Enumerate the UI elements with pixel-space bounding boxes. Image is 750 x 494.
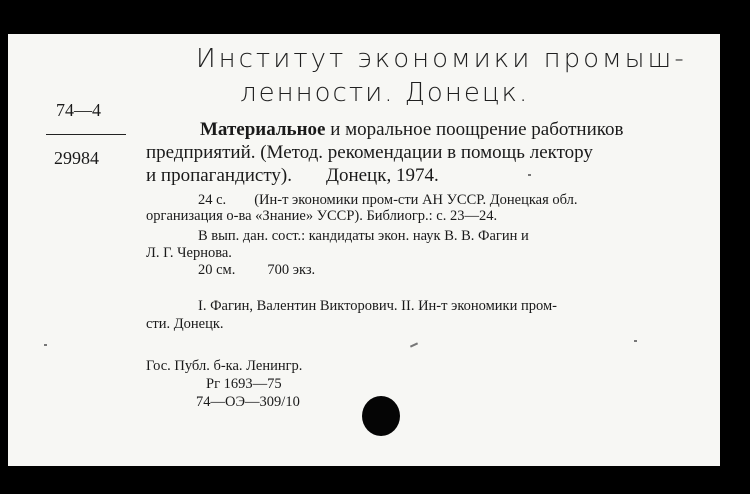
title-line-2: предприятий. (Метод. рекомендации в помощь лектору: [146, 142, 593, 163]
added-entries-line-2: сти. Донецк.: [146, 316, 224, 332]
title-line-1: [200, 119, 623, 141]
print-run: 700 экз.: [267, 262, 316, 278]
pages-publisher-line: [198, 192, 578, 209]
stray-mark: [410, 342, 418, 347]
classification-code: 74—4: [56, 100, 101, 120]
stray-mark: [528, 174, 531, 176]
catalog-card: [8, 34, 720, 466]
publication-place-year: Донецк, 1974.: [325, 165, 439, 186]
classification-divider: [46, 134, 126, 135]
publisher-line-1: (Ин-т экономики пром-сти АН УССР. Донецкая обл.: [254, 192, 578, 208]
added-entries-line-1: I. Фагин, Валентин Викторович. II. Ин-т экономики пром-: [198, 298, 557, 314]
publisher-line-2: организация о-ва «Знание» УССР). Библиогр.: с. 23—24.: [146, 208, 498, 224]
title-line-1-rest: и моральное поощрение работников: [325, 119, 624, 140]
page-count: 24 с.: [198, 192, 227, 208]
compilers-line-2: Л. Г. Чернова.: [146, 245, 232, 261]
title-line-3-start: и пропагандисту).: [146, 165, 292, 186]
handwritten-heading-line2: ленности. Донецк.: [240, 78, 530, 108]
compilers-line-1: В вып. дан. сост.: кандидаты экон. наук В. В. Фагин и: [198, 228, 529, 244]
handwritten-heading-line1: Институт экономики промыш-: [196, 44, 687, 74]
format-size: 20 см.: [198, 262, 236, 278]
title-line-3: [146, 165, 439, 187]
library-code-1: Рг 1693—75: [206, 376, 282, 392]
format-copies-line: [198, 262, 315, 279]
inventory-number: 29984: [54, 148, 99, 168]
library-name: Гос. Публ. б-ка. Ленингр.: [146, 358, 303, 374]
title-bold-word: Материальное: [200, 119, 326, 140]
punch-hole: [362, 396, 400, 436]
stray-mark: [44, 344, 47, 346]
library-code-2: 74—ОЭ—309/10: [196, 394, 300, 410]
stray-mark: [634, 340, 637, 342]
